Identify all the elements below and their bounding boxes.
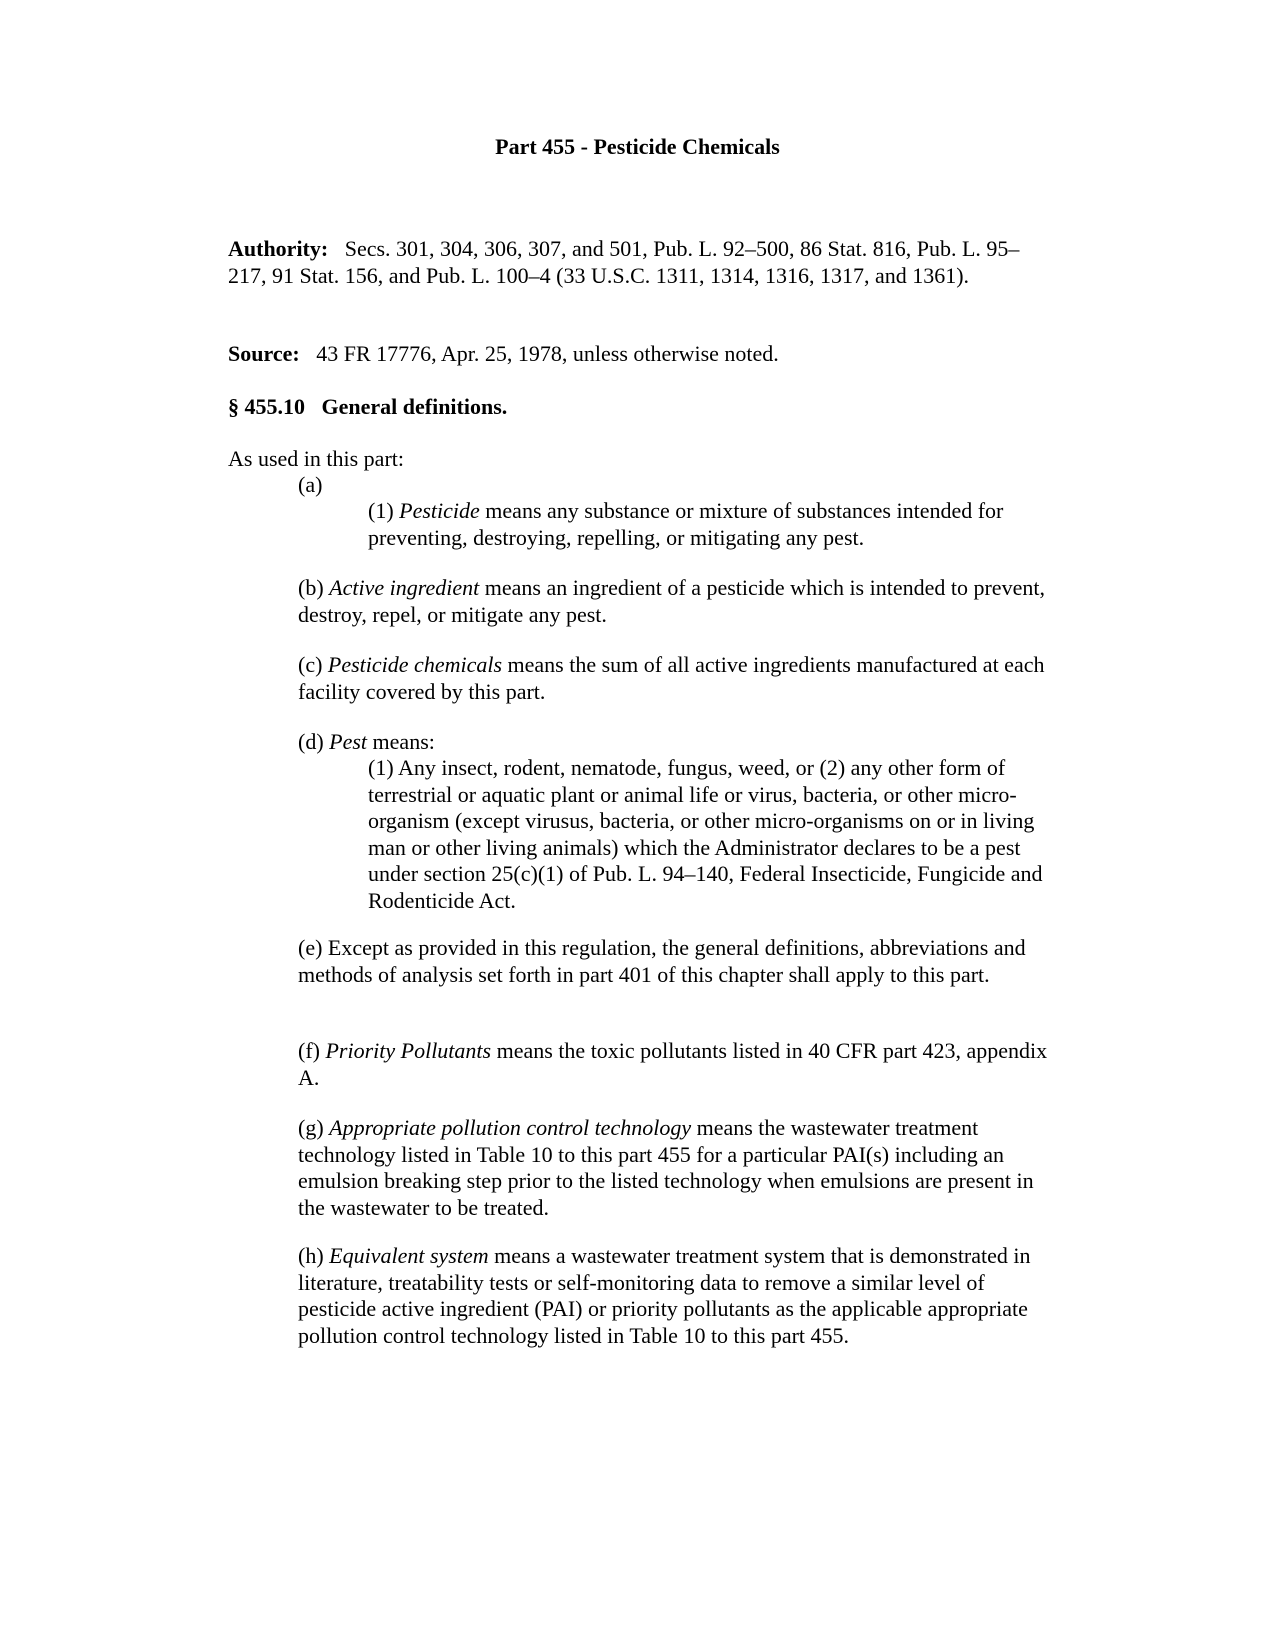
definition-g-text: means the wastewater treatment technology listed in Table 10 to this part 455 for a particular PAI(s) including an emulsion breaking step prior to the listed technology when emulsions are present in the wastewater to be treated. xyxy=(298,1115,1034,1220)
definition-b xyxy=(298,575,1048,628)
definition-d xyxy=(298,729,1048,756)
definition-h xyxy=(298,1243,1048,1349)
definition-e: (e) Except as provided in this regulation, the general definitions, abbreviations and methods of analysis set forth in part 401 of this chapter shall apply to this part. xyxy=(298,935,1026,987)
definition-c-marker: (c) xyxy=(298,652,323,677)
definition-f-term: Priority Pollutants xyxy=(325,1038,492,1063)
intro-text: As used in this part: xyxy=(228,446,404,471)
definition-f-marker: (f) xyxy=(298,1038,320,1063)
section-title: General definitions. xyxy=(321,394,508,419)
definition-a xyxy=(368,498,1048,551)
page-title: Part 455 - Pesticide Chemicals xyxy=(495,134,780,159)
definition-a-marker: (a) xyxy=(298,472,323,497)
definition-b-term: Active ingredient xyxy=(329,575,480,600)
definition-g xyxy=(298,1115,1048,1221)
definition-g-marker: (g) xyxy=(298,1115,324,1140)
definition-d-marker: (d) xyxy=(298,729,324,754)
definition-c-text: means the sum of all active ingredients manufactured at each facility covered by this part. xyxy=(298,652,1045,704)
definition-f-text: means the toxic pollutants listed in 40 CFR part 423, appendix A. xyxy=(298,1038,1048,1090)
authority-paragraph xyxy=(228,236,1038,289)
authority-label: Authority: xyxy=(228,236,329,261)
definition-h-term: Equivalent system xyxy=(329,1243,489,1268)
section-heading xyxy=(228,394,1038,421)
section-number: § 455.10 xyxy=(228,394,305,419)
definition-d-term: Pest xyxy=(329,729,368,754)
definition-a-term: Pesticide xyxy=(399,498,480,523)
definition-c xyxy=(298,652,1048,705)
definition-c-term: Pesticide chemicals xyxy=(327,652,503,677)
definition-d-text: means: xyxy=(372,729,435,754)
source-paragraph xyxy=(228,341,1038,368)
definition-b-text: means an ingredient of a pesticide which is intended to prevent, destroy, repel, or mitigate any pest. xyxy=(298,575,1045,627)
definition-f xyxy=(298,1038,1048,1091)
definition-a-text: means any substance or mixture of substances intended for preventing, destroying, repelling, or mitigating any pest. xyxy=(368,498,1004,550)
source-text: 43 FR 17776, Apr. 25, 1978, unless otherwise noted. xyxy=(316,341,779,366)
definition-h-marker: (h) xyxy=(298,1243,324,1268)
definition-a-sub-marker: (1) xyxy=(368,498,394,523)
definition-h-text: means a wastewater treatment system that is demonstrated in literature, treatability tests or self-monitoring data to remove a similar level of pesticide active ingredient (PAI) or priority pollutants as the applicable appropriate pollution control technology listed in Table 10 to this part 455. xyxy=(298,1243,1031,1348)
definition-g-term: Appropriate pollution control technology xyxy=(329,1115,692,1140)
authority-text: Secs. 301, 304, 306, 307, and 501, Pub. L. 92–500, 86 Stat. 816, Pub. L. 95–217, 91 Stat. 156, and Pub. L. 100–4 (33 U.S.C. 1311, 1314, 1316, 1317, and 1361). xyxy=(228,236,1020,288)
source-label: Source: xyxy=(228,341,300,366)
definition-d-subtext: (1) Any insect, rodent, nematode, fungus, weed, or (2) any other form of terrestrial or aquatic plant or animal life or virus, bacteria, or other micro-organism (except virusus, bacteria, or other micro-organisms on or in living man or other living animals) which the Administrator declares to be a pest under section 25(c)(1) of Pub. L. 94–140, Federal Insecticide, Fungicide and Rodenticide Act. xyxy=(368,755,1043,913)
definition-b-marker: (b) xyxy=(298,575,324,600)
